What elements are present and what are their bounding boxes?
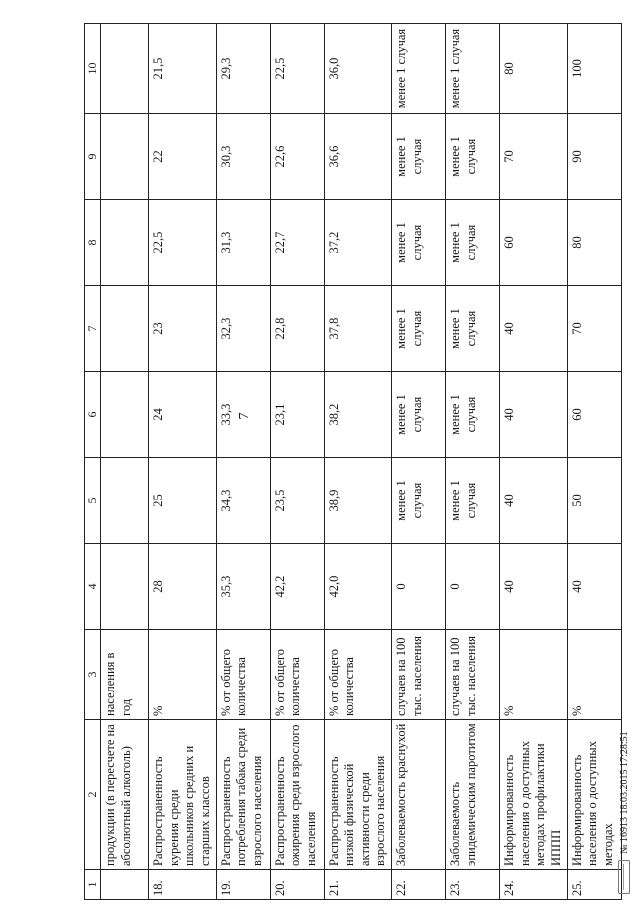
header-cell: 10 bbox=[85, 24, 101, 114]
value-cell: менее 1 случая bbox=[446, 458, 500, 544]
indicators-table bbox=[84, 23, 622, 900]
row-number-cell: 23. bbox=[446, 870, 500, 900]
value-cell: 29,3 bbox=[216, 24, 270, 114]
indicator-name-cell: Распространенность низкой физической активности среди взрослого населения bbox=[324, 720, 392, 870]
value-cell bbox=[101, 114, 149, 200]
table-row bbox=[446, 24, 500, 900]
indicator-name-cell: Распространенность ожирения среди взрослого населения bbox=[270, 720, 324, 870]
value-cell: 25 bbox=[149, 458, 217, 544]
value-cell: 0 bbox=[446, 544, 500, 630]
header-cell: 6 bbox=[85, 372, 101, 458]
indicator-name-cell: Распространенность потребления табака среди взрослого населения bbox=[216, 720, 270, 870]
header-cell: 3 bbox=[85, 630, 101, 720]
value-cell: менее 1 случая bbox=[392, 200, 446, 286]
indicator-name-cell: Информированность населения о доступных методах bbox=[567, 720, 621, 870]
indicator-name-cell: Информированность населения о доступных методах профилактики ИППП bbox=[500, 720, 568, 870]
table-row bbox=[324, 24, 392, 900]
value-cell: 0 bbox=[392, 544, 446, 630]
header-cell: 7 bbox=[85, 286, 101, 372]
value-cell: 22,7 bbox=[270, 200, 324, 286]
value-cell: 28 bbox=[149, 544, 217, 630]
row-number-cell bbox=[101, 870, 149, 900]
table-row bbox=[101, 24, 149, 900]
unit-cell: % от общего количества bbox=[324, 630, 392, 720]
value-cell: менее 1 случая bbox=[446, 114, 500, 200]
value-cell: 36,0 bbox=[324, 24, 392, 114]
value-cell: менее 1 случая bbox=[392, 114, 446, 200]
value-cell: 40 bbox=[500, 458, 568, 544]
header-cell: 1 bbox=[85, 870, 101, 900]
value-cell: менее 1 случая bbox=[392, 458, 446, 544]
table-row bbox=[392, 24, 446, 900]
indicator-name-cell: Распространенность курения среди школьников средних и старших классов bbox=[149, 720, 217, 870]
value-cell: 22,5 bbox=[270, 24, 324, 114]
value-cell: 22,5 bbox=[149, 200, 217, 286]
value-cell: 42,0 bbox=[324, 544, 392, 630]
value-cell bbox=[101, 372, 149, 458]
unit-cell: % bbox=[149, 630, 217, 720]
unit-cell: % bbox=[500, 630, 568, 720]
table-row bbox=[216, 24, 270, 900]
unit-cell: % от общего количества bbox=[270, 630, 324, 720]
value-cell: 90 bbox=[567, 114, 621, 200]
value-cell: 36,6 bbox=[324, 114, 392, 200]
value-cell: 24 bbox=[149, 372, 217, 458]
indicator-name-cell: продукции (в пересчете на абсолютный алкоголь) bbox=[101, 720, 149, 870]
row-number-cell: 19. bbox=[216, 870, 270, 900]
value-cell: 37,2 bbox=[324, 200, 392, 286]
value-cell: 42,2 bbox=[270, 544, 324, 630]
value-cell: 38,9 bbox=[324, 458, 392, 544]
header-row bbox=[85, 24, 101, 900]
table-row bbox=[149, 24, 217, 900]
table-sheet bbox=[84, 24, 615, 900]
value-cell: менее 1 случая bbox=[446, 286, 500, 372]
document-footer bbox=[616, 700, 632, 910]
header-cell: 8 bbox=[85, 200, 101, 286]
value-cell: 34,3 bbox=[216, 458, 270, 544]
value-cell: 38,2 bbox=[324, 372, 392, 458]
value-cell: 21,5 bbox=[149, 24, 217, 114]
value-cell bbox=[101, 458, 149, 544]
row-number-cell: 20. bbox=[270, 870, 324, 900]
value-cell bbox=[101, 24, 149, 114]
value-cell: 40 bbox=[567, 544, 621, 630]
value-cell: менее 1 случая bbox=[392, 372, 446, 458]
value-cell: 80 bbox=[500, 24, 568, 114]
value-cell: 40 bbox=[500, 544, 568, 630]
row-number-cell: 25. bbox=[567, 870, 621, 900]
value-cell: 30,3 bbox=[216, 114, 270, 200]
value-cell: 80 bbox=[567, 200, 621, 286]
value-cell: менее 1 случая bbox=[446, 24, 500, 114]
unit-cell: населения в год bbox=[101, 630, 149, 720]
value-cell: менее 1 случая bbox=[446, 200, 500, 286]
value-cell: 23 bbox=[149, 286, 217, 372]
indicator-name-cell: Заболеваемость эпидемическим паротитом bbox=[446, 720, 500, 870]
value-cell: 31,3 bbox=[216, 200, 270, 286]
value-cell: 70 bbox=[567, 286, 621, 372]
unit-cell: % bbox=[567, 630, 621, 720]
table-row bbox=[270, 24, 324, 900]
page-number: 7 bbox=[237, 412, 252, 420]
value-cell: 100 bbox=[567, 24, 621, 114]
document-stamp: № 16913 18.03.2015 17:28:51 bbox=[618, 731, 630, 854]
header-cell: 4 bbox=[85, 544, 101, 630]
value-cell: 70 bbox=[500, 114, 568, 200]
value-cell: менее 1 случая bbox=[392, 286, 446, 372]
row-number-cell: 18. bbox=[149, 870, 217, 900]
unit-cell: случаев на 100 тыс. населения bbox=[392, 630, 446, 720]
value-cell bbox=[101, 200, 149, 286]
value-cell: 22,6 bbox=[270, 114, 324, 200]
value-cell bbox=[101, 544, 149, 630]
value-cell: 22 bbox=[149, 114, 217, 200]
value-cell: 40 bbox=[500, 372, 568, 458]
value-cell: 40 bbox=[500, 286, 568, 372]
header-cell: 5 bbox=[85, 458, 101, 544]
value-cell: 60 bbox=[500, 200, 568, 286]
value-cell: 60 bbox=[567, 372, 621, 458]
value-cell: 50 bbox=[567, 458, 621, 544]
value-cell: 35,3 bbox=[216, 544, 270, 630]
row-number-cell: 21. bbox=[324, 870, 392, 900]
value-cell: менее 1 случая bbox=[392, 24, 446, 114]
value-cell: менее 1 случая bbox=[446, 372, 500, 458]
row-number-cell: 22. bbox=[392, 870, 446, 900]
indicator-name-cell: Заболеваемость краснухой bbox=[392, 720, 446, 870]
value-cell: 23,5 bbox=[270, 458, 324, 544]
table-row bbox=[567, 24, 621, 900]
value-cell: 22,8 bbox=[270, 286, 324, 372]
value-cell: 37,8 bbox=[324, 286, 392, 372]
value-cell: 33,3 bbox=[216, 372, 270, 458]
header-cell: 2 bbox=[85, 720, 101, 870]
table-row bbox=[500, 24, 568, 900]
value-cell: 32,3 bbox=[216, 286, 270, 372]
registration-stamp-icon bbox=[618, 860, 630, 894]
value-cell: 23,1 bbox=[270, 372, 324, 458]
row-number-cell: 24. bbox=[500, 870, 568, 900]
header-cell: 9 bbox=[85, 114, 101, 200]
value-cell bbox=[101, 286, 149, 372]
unit-cell: % от общего количества bbox=[216, 630, 270, 720]
unit-cell: случаев на 100 тыс. населения bbox=[446, 630, 500, 720]
